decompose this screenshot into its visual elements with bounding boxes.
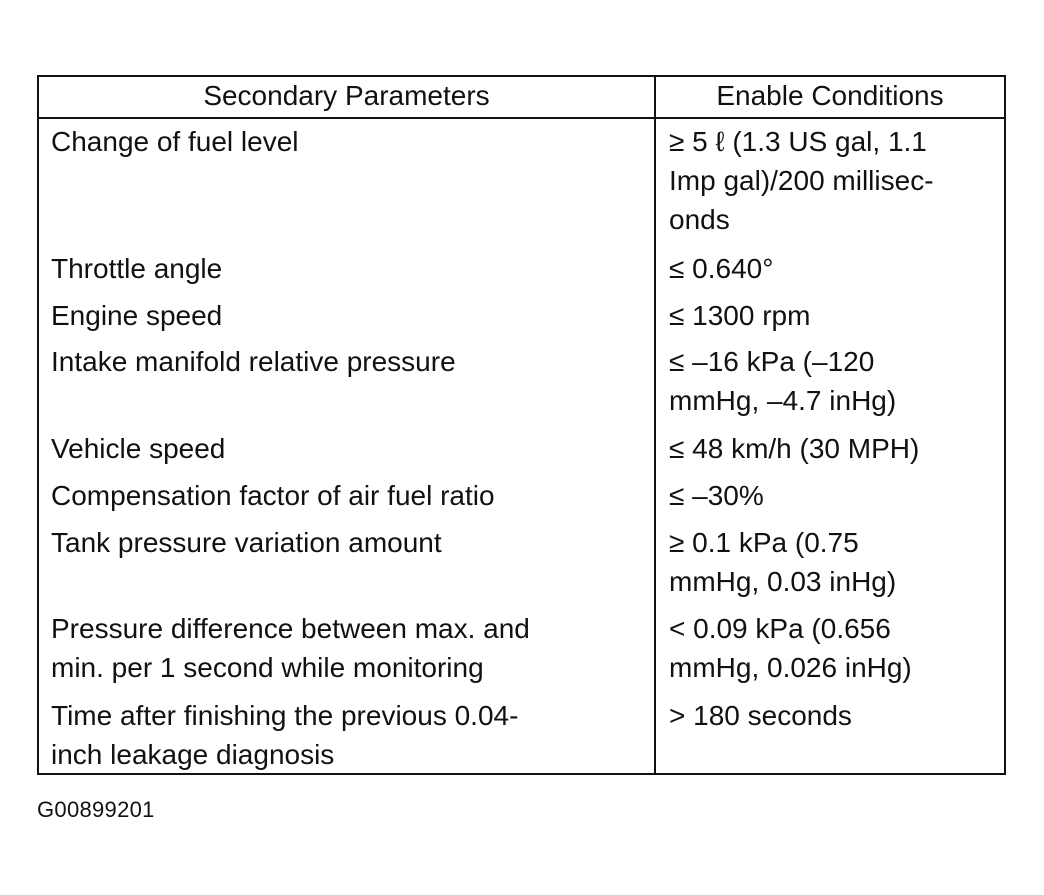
row-condition: ≤ –16 kPa (–120 mmHg, –4.7 inHg) xyxy=(669,346,897,416)
row-condition: ≤ 48 km/h (30 MPH) xyxy=(669,433,920,464)
header-enable-conditions: Enable Conditions xyxy=(716,80,944,111)
enable-conditions-table xyxy=(37,75,1006,775)
row-param: Pressure difference between max. and min. per 1 second while monitoring xyxy=(51,613,530,683)
row-condition: < 0.09 kPa (0.656 mmHg, 0.026 inHg) xyxy=(669,613,912,683)
row-param: Compensation factor of air fuel ratio xyxy=(51,480,495,511)
row-condition: ≤ 1300 rpm xyxy=(669,300,811,331)
row-condition: ≤ 0.640° xyxy=(669,253,774,284)
row-param: Throttle angle xyxy=(51,253,223,284)
row-param: Time after finishing the previous 0.04- inch leakage diagnosis xyxy=(51,700,519,770)
header-secondary-parameters: Secondary Parameters xyxy=(203,80,490,111)
table-header-row xyxy=(39,77,1004,119)
row-param: Intake manifold relative pressure xyxy=(51,346,456,377)
row-condition: ≥ 5 ℓ (1.3 US gal, 1.1 Imp gal)/200 millisec- onds xyxy=(669,126,934,235)
column-divider xyxy=(654,77,656,773)
row-param: Vehicle speed xyxy=(51,433,226,464)
row-param: Tank pressure variation amount xyxy=(51,527,442,558)
row-condition: ≥ 0.1 kPa (0.75 mmHg, 0.03 inHg) xyxy=(669,527,897,597)
figure-code: G00899201 xyxy=(37,797,155,822)
row-condition: ≤ –30% xyxy=(669,480,764,511)
row-param: Engine speed xyxy=(51,300,223,331)
row-param: Change of fuel level xyxy=(51,126,299,157)
row-condition: > 180 seconds xyxy=(669,700,852,731)
